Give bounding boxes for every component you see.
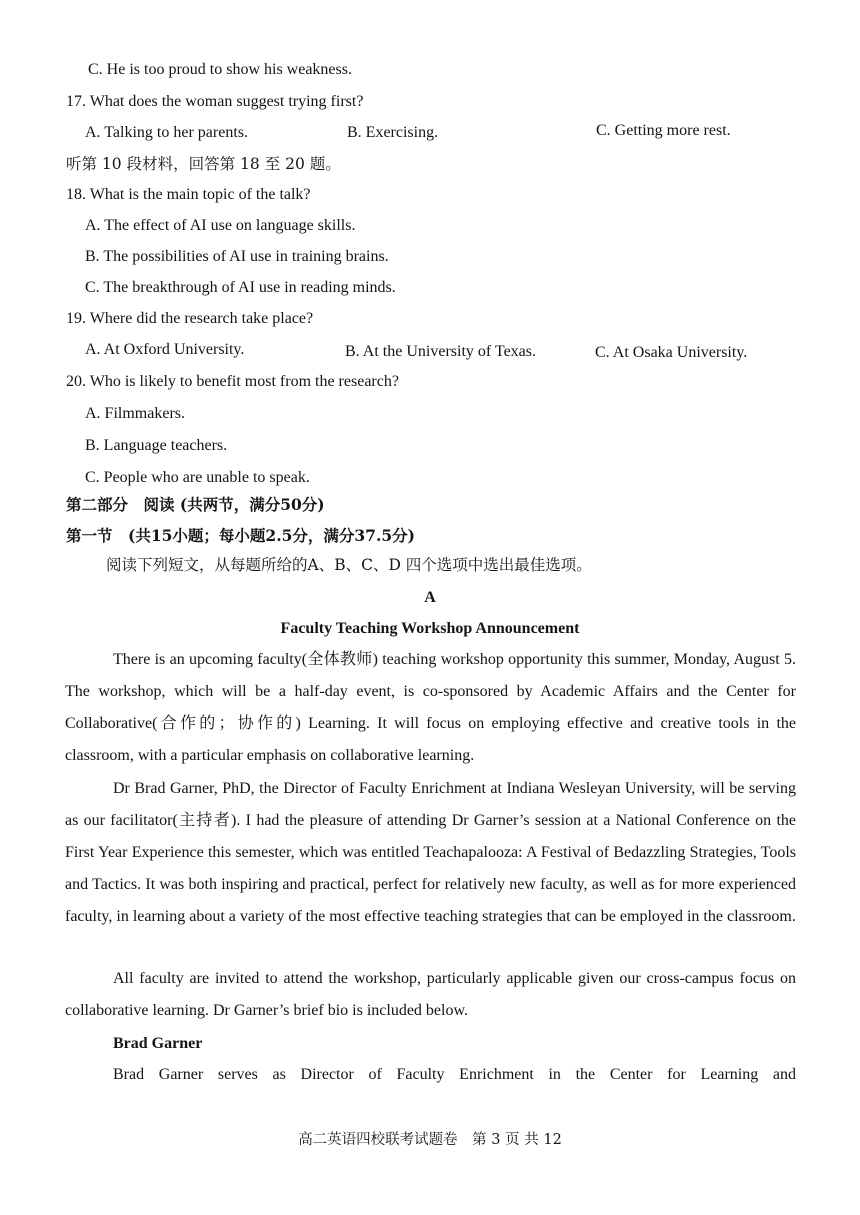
q17-option-a: A. Talking to her parents. bbox=[85, 124, 248, 141]
passage-title: Faculty Teaching Workshop Announcement bbox=[280, 620, 580, 637]
q17-option-c: C. Getting more rest. bbox=[596, 122, 731, 139]
bio-line: Brad Garner serves as Director of Faculty Enrichment in the Center for Learning and bbox=[113, 1066, 796, 1083]
paragraph-2-text: Dr Brad Garner, PhD, the Director of Faculty Enrichment at Indiana Wesleyan University, will be serving as our facilitator(主持者). I had the pleasure of attending Dr Garner’s session at a National Conference on the First Year Experience this semester, which was entitled Teachapalooza: A Festival of Bedazzling Strategies, Tools and Tactics. It was both inspiring and practical, perfect for relatively new faculty, as well as for more experienced faculty, in learning about a variety of the most effective teaching strategies that can be employed in the classroom. bbox=[65, 780, 796, 925]
section1-heading: 第一节 (共15小题；每小题2.5分，满分37.5分) bbox=[66, 526, 415, 545]
page-footer: 高二英语四校联考试题卷 第 3 页 共 12 bbox=[298, 1132, 562, 1148]
listening-instruction: 听第 10 段材料，回答第 18 至 20 题。 bbox=[66, 155, 341, 173]
paragraph-2 bbox=[65, 773, 796, 933]
part2-heading: 第二部分 阅读 (共两节，满分50分) bbox=[66, 495, 325, 514]
paragraph-3 bbox=[65, 963, 796, 1027]
paragraph-1-text: There is an upcoming faculty(全体教师) teaching workshop opportunity this summer, Monday, August 5. The workshop, which will be a half-day event, is co-sponsored by Academic Affairs and the Center for Collaborative(合作的；协作的) Learning. It will focus on employing effective and creative tools in the classroom, with a particular emphasis on collaborative learning. bbox=[65, 651, 796, 764]
bio-heading: Brad Garner bbox=[113, 1035, 203, 1052]
paragraph-1 bbox=[65, 644, 796, 772]
q18-option-c: C. The breakthrough of AI use in reading minds. bbox=[85, 279, 396, 296]
q19-stem: 19. Where did the research take place? bbox=[66, 310, 314, 327]
q16-option-c: C. He is too proud to show his weakness. bbox=[88, 61, 352, 78]
q19-option-b: B. At the University of Texas. bbox=[345, 343, 537, 360]
passage-letter: A bbox=[424, 589, 436, 606]
q17-stem: 17. What does the woman suggest trying first? bbox=[66, 93, 364, 110]
q20-option-c: C. People who are unable to speak. bbox=[85, 469, 310, 486]
q20-stem: 20. Who is likely to benefit most from the research? bbox=[66, 373, 399, 390]
q20-option-b: B. Language teachers. bbox=[85, 437, 228, 454]
q18-option-a: A. The effect of AI use on language skills. bbox=[85, 217, 356, 234]
q20-option-a: A. Filmmakers. bbox=[85, 405, 185, 422]
q19-option-a: A. At Oxford University. bbox=[85, 341, 245, 358]
q17-option-b: B. Exercising. bbox=[347, 124, 439, 141]
q19-option-c: C. At Osaka University. bbox=[595, 344, 748, 361]
paragraph-3-text: All faculty are invited to attend the workshop, particularly applicable given our cross-campus focus on collaborative learning. Dr Garner’s brief bio is included below. bbox=[65, 970, 796, 1019]
reading-instruction: 阅读下列短文，从每题所给的A、B、C、D 四个选项中选出最佳选项。 bbox=[106, 556, 592, 574]
q18-stem: 18. What is the main topic of the talk? bbox=[66, 186, 311, 203]
q18-option-b: B. The possibilities of AI use in training brains. bbox=[85, 248, 389, 265]
